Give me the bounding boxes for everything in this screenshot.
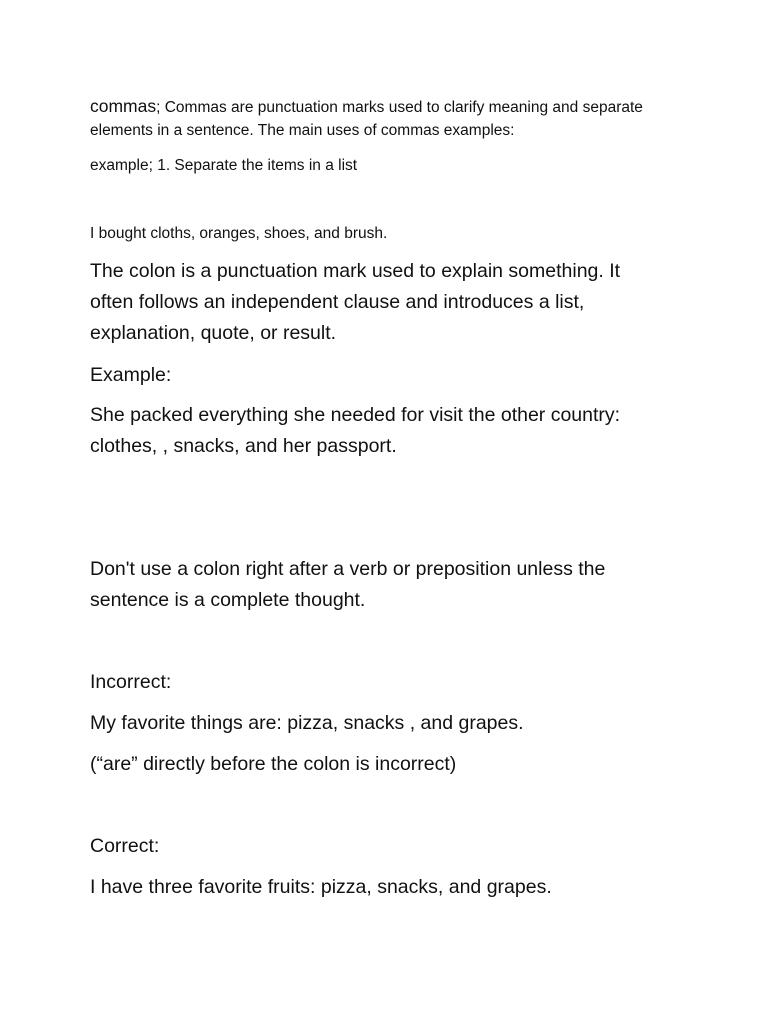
correct-label: Correct:: [90, 835, 160, 857]
colon-definition-line-1: The colon is a punctuation mark used to explain something. It: [90, 260, 621, 282]
colon-example-line-2: clothes, , snacks, and her passport.: [90, 435, 397, 457]
rule-line-2: sentence is a complete thought.: [90, 589, 366, 611]
correct-example: I have three favorite fruits: pizza, snacks, and grapes.: [90, 876, 552, 898]
colon-definition-line-3: explanation, quote, or result.: [90, 322, 337, 344]
intro-lead-word: commas: [90, 96, 157, 116]
intro-line-2: elements in a sentence. The main uses of commas examples:: [90, 122, 515, 139]
intro-line-1-text: ; Commas are punctuation marks used to clarify meaning and separate: [156, 99, 643, 116]
comma-example-heading: example; 1. Separate the items in a list: [90, 157, 358, 174]
comma-example-sentence: I bought cloths, oranges, shoes, and brush.: [90, 225, 388, 242]
incorrect-note: (“are” directly before the colon is incorrect): [90, 753, 457, 775]
colon-example-line-1: She packed everything she needed for visit the other country:: [90, 404, 621, 426]
colon-example-label: Example:: [90, 364, 172, 386]
intro-line-1: [90, 94, 643, 120]
rule-line-1: Don't use a colon right after a verb or preposition unless the: [90, 558, 606, 580]
incorrect-example: My favorite things are: pizza, snacks , and grapes.: [90, 712, 524, 734]
incorrect-label: Incorrect:: [90, 671, 172, 693]
colon-definition-line-2: often follows an independent clause and introduces a list,: [90, 291, 585, 313]
